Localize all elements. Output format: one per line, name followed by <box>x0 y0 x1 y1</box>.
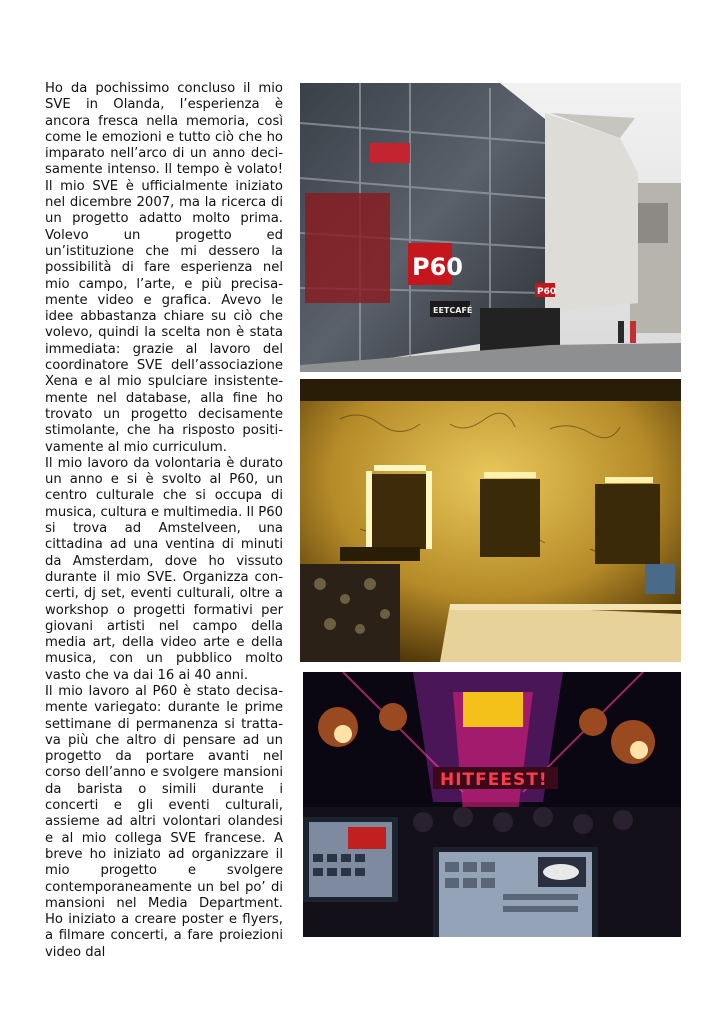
article-column <box>45 81 283 961</box>
photo-dressing-room <box>300 379 681 662</box>
paragraph-p60: Il mio lavoro da volontaria è durato un anno e si è svolto al P60, un centro culturale che si occupa di musica, cultura e multimedia. Il P60 si trova ad Amstelveen, una cittadina ad una ventina di minuti da Amsterdam, dove ho vissuto durante il mio SVE. Organizza concerti, dj set, eventi culturali, oltre a workshop o progetti formativi per giovani artisti nel campo della media art, della video arte e della musica, con un pubblico molto vasto che va dai 16 ai 40 anni. <box>45 455 283 683</box>
paragraph-intro: Ho da pochissimo concluso il mio SVE in Olanda, l’esperienza è ancora fresca nella memoria, così come le emozioni e tutto ciò che ho imparato nell’arco di un anno decisamente intenso. Il tempo è volato! Il mio SVE è ufficialmente iniziato nel dicembre 2007, ma la ricerca di un progetto adatto molto prima. Volevo un progetto ed un’istituzione che mi dessero la possibilità di fare esperienza nel mio campo, l’arte, e più precisamente video e grafica. Avevo le idee abbastanza chiare su ciò che volevo, quindi la scelta non è stata immediata: grazie al lavoro del coordinatore SVE dell’associazione Xena e al mio spulciare insistentemente nel database, alla fine ho trovato un progetto decisamente stimolante, che ha risposto positivamente al mio curriculum. <box>45 81 283 455</box>
photo-concert-vj <box>303 672 681 937</box>
banner-hitfeest: HITFEEST! <box>440 770 548 790</box>
sign-p60-main: P60 <box>412 253 463 281</box>
paragraph-work: Il mio lavoro al P60 è stato decisamente variegato: durante le prime settimane di permanenza si trattava più che altro di pensare ad un progetto da portare avanti nel corso dell’anno e svolgere mansioni da barista o simili durante i concerti e gli eventi culturali, assieme ad altri volontari olandesi e al mio collega SVE francese. A breve ho iniziato ad organizzare il mio progetto e svolgere contemporaneamente un bel po’ di mansioni nel Media Department. Ho iniziato a creare poster e flyers, a filmare concerti, a fare proiezioni video dal <box>45 683 283 960</box>
photo-p60-building <box>300 83 681 372</box>
sign-eetcafe: EETCAFÉ <box>433 306 473 315</box>
sign-p60-small: P60 <box>537 287 557 297</box>
